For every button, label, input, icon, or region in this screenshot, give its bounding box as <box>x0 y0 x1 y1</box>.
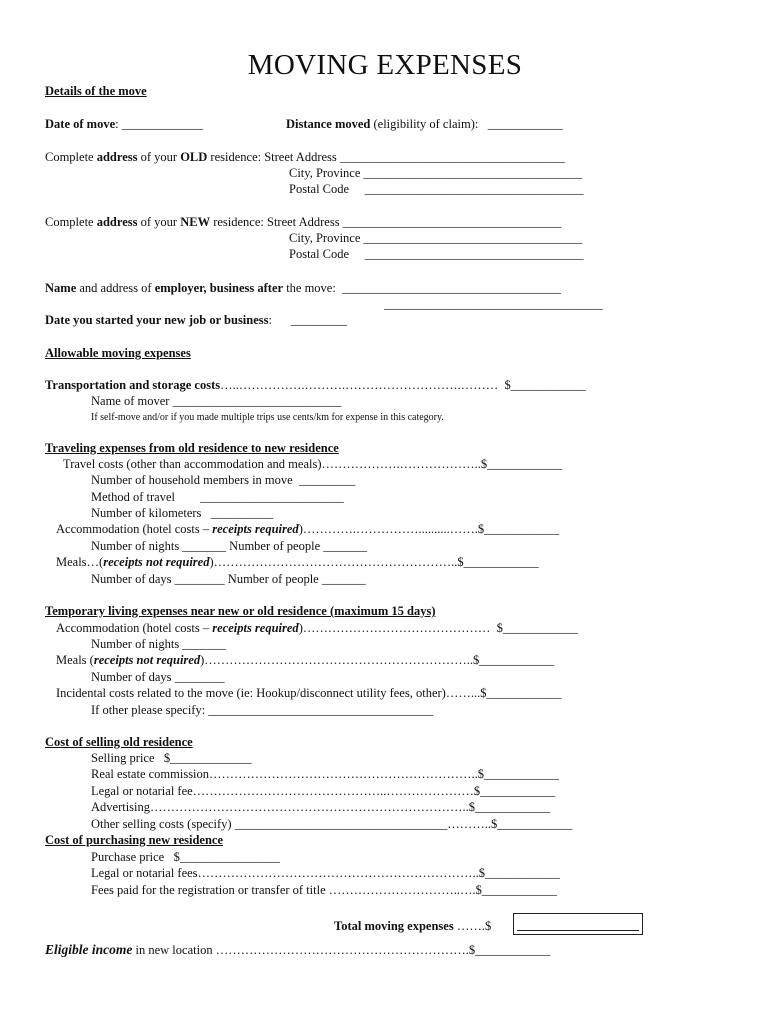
old-address-pre: Complete <box>45 150 97 164</box>
transport-row[interactable] <box>45 378 586 393</box>
mover-name-field[interactable]: Name of mover ___________________________ <box>91 394 342 408</box>
travel-meals-pre: Meals…( <box>56 555 104 569</box>
travel-accommodation-row[interactable] <box>56 522 559 537</box>
old-word: OLD <box>180 150 208 164</box>
incidental-costs-field[interactable]: Incidental costs related to the move (ie: Hookup/disconnect utility fees, other)……...$____________ <box>56 686 562 700</box>
temp-meals-row[interactable] <box>56 653 554 668</box>
date-of-move-label: Date of move <box>45 117 116 131</box>
temp-accommodation-row[interactable] <box>56 621 578 636</box>
temp-days-field[interactable]: Number of days ________ <box>91 670 225 684</box>
temp-accom-pre: Accommodation (hotel costs – <box>56 621 213 635</box>
selling-price-field[interactable]: Selling price $_____________ <box>91 751 252 765</box>
kilometers-field[interactable]: Number of kilometers __________ <box>91 506 274 520</box>
employer-row[interactable] <box>45 281 561 296</box>
new-word: NEW <box>180 215 211 229</box>
purchasing-heading: Cost of purchasing new residence <box>45 833 224 847</box>
employer-bold: employer, business after <box>154 281 284 295</box>
eligible-income-row[interactable] <box>45 942 550 958</box>
selling-legal-fee-field[interactable]: Legal or notarial fee………………………………………..…………………$____________ <box>91 784 556 798</box>
travel-heading: Traveling expenses from old residence to new residence <box>45 441 339 455</box>
temp-meals-pre: Meals ( <box>56 653 94 667</box>
other-specify-field[interactable]: If other please specify: ____________________________________ <box>91 703 434 717</box>
date-of-move-row <box>45 117 203 132</box>
total-row <box>334 919 491 934</box>
total-dots: …….$ <box>453 919 492 933</box>
travel-method-field[interactable]: Method of travel _______________________ <box>91 490 344 504</box>
job-start-field[interactable]: : _________ <box>268 313 347 327</box>
job-start-label: Date you started your new job or business <box>45 313 269 327</box>
job-start-row[interactable] <box>45 313 347 328</box>
travel-accom-pre: Accommodation (hotel costs – <box>56 522 213 536</box>
advertising-field[interactable]: Advertising…………………………………………………………………..$____________ <box>91 800 551 814</box>
temp-receipts-not-required: receipts not required <box>93 653 201 667</box>
travel-meals-amount-field[interactable]: )…………………………………………………..$____________ <box>209 555 539 569</box>
travel-accom-amount-field[interactable]: )………….……………..........…….$____________ <box>298 522 560 536</box>
total-label: Total moving expenses <box>334 919 454 933</box>
new-address-mid: of your <box>137 215 181 229</box>
transport-amount-field[interactable]: …..…………….……….……………………….……… $____________ <box>220 378 586 392</box>
old-address-row[interactable] <box>45 150 565 165</box>
employer-mid: and address of <box>76 281 155 295</box>
allowable-heading: Allowable moving expenses <box>45 346 191 360</box>
employer-field-line2[interactable]: ___________________________________ <box>384 297 603 311</box>
old-street-address-field[interactable]: residence: Street Address ____________________________________ <box>207 150 565 164</box>
temp-nights-field[interactable]: Number of nights _______ <box>91 637 227 651</box>
page-title: MOVING EXPENSES <box>247 49 523 81</box>
travel-nights-people-field[interactable]: Number of nights _______ Number of people _______ <box>91 539 368 553</box>
travel-receipts-required: receipts required <box>212 522 299 536</box>
travel-meals-row[interactable] <box>56 555 539 570</box>
registration-fee-field[interactable]: Fees paid for the registration or transfer of title …………………………..….$____________ <box>91 883 557 897</box>
new-postal-code-field[interactable]: Postal Code ___________________________________ <box>289 247 584 261</box>
household-members-field[interactable]: Number of household members in move _________ <box>91 473 356 487</box>
distance-moved-row <box>286 117 563 132</box>
new-address-pre: Complete <box>45 215 97 229</box>
travel-days-people-field[interactable]: Number of days ________ Number of people _______ <box>91 572 366 586</box>
travel-receipts-not-required: receipts not required <box>103 555 210 569</box>
selling-heading: Cost of selling old residence <box>45 735 193 749</box>
employer-field[interactable]: the move: ___________________________________ <box>283 281 561 295</box>
employer-name-word: Name <box>45 281 77 295</box>
distance-moved-field[interactable]: (eligibility of claim): ____________ <box>370 117 563 131</box>
old-address-mid: of your <box>137 150 181 164</box>
distance-moved-label: Distance moved <box>286 117 371 131</box>
old-city-province-field[interactable]: City, Province ___________________________________ <box>289 166 583 180</box>
self-move-note: If self-move and/or if you made multiple trips use cents/km for expense in this category. <box>91 412 444 423</box>
commission-field[interactable]: Real estate commission………………………………………………………..$____________ <box>91 767 560 781</box>
eligible-income-label: Eligible income <box>45 942 133 957</box>
temp-meals-amount-field[interactable]: )………………………………………………………..$____________ <box>200 653 555 667</box>
old-postal-code-field[interactable]: Postal Code ___________________________________ <box>289 182 584 196</box>
eligible-income-field[interactable]: in new location …………………………………………………….$____________ <box>132 943 551 957</box>
new-street-address-field[interactable]: residence: Street Address ___________________________________ <box>210 215 562 229</box>
details-heading: Details of the move <box>45 84 147 98</box>
other-selling-costs-field[interactable]: Other selling costs (specify) __________________________________………..$____________ <box>91 817 573 831</box>
purchase-price-field[interactable]: Purchase price $________________ <box>91 850 280 864</box>
new-address-row[interactable] <box>45 215 561 230</box>
travel-costs-field[interactable]: Travel costs (other than accommodation and meals)……………….………………..$____________ <box>63 457 563 471</box>
date-of-move-field[interactable]: : _____________ <box>115 117 203 131</box>
transport-label: Transportation and storage costs <box>45 378 221 392</box>
temp-receipts-required: receipts required <box>212 621 299 635</box>
temporary-heading: Temporary living expenses near new or old residence (maximum 15 days) <box>45 604 436 618</box>
old-address-word: address <box>96 150 138 164</box>
total-amount-box[interactable] <box>513 913 643 935</box>
purchase-legal-fee-field[interactable]: Legal or notarial fees…………………………………………………………..$____________ <box>91 866 561 880</box>
new-city-province-field[interactable]: City, Province ___________________________________ <box>289 231 583 245</box>
temp-accom-amount-field[interactable]: )……………………………………… $____________ <box>298 621 578 635</box>
new-address-word: address <box>96 215 138 229</box>
